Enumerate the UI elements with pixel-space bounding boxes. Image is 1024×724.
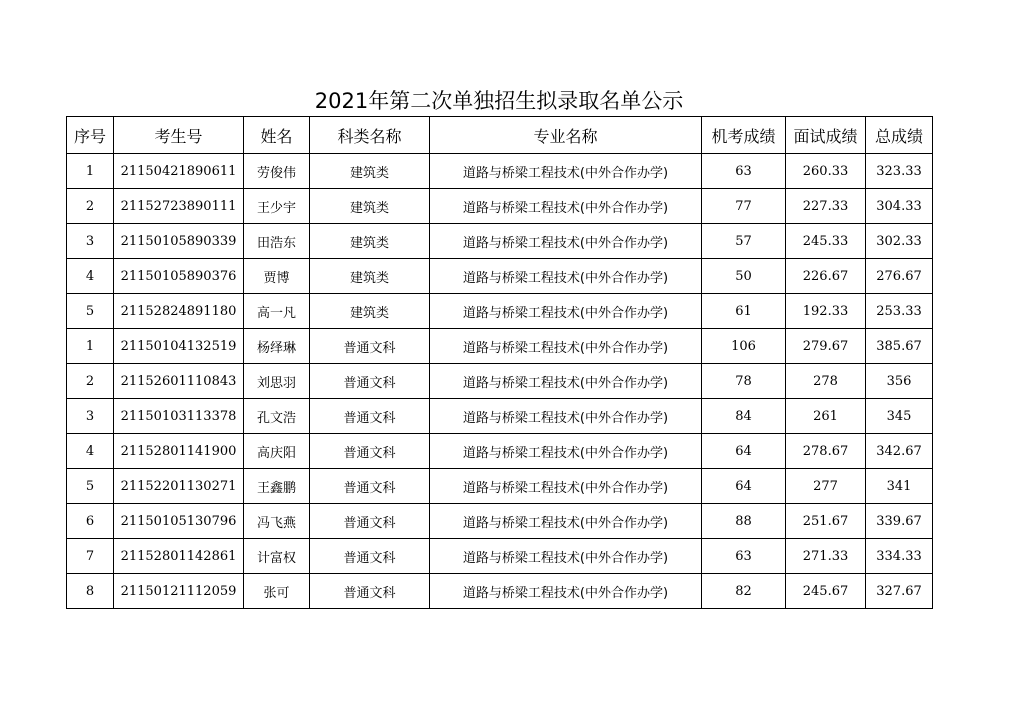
cell-major: 道路与桥梁工程技术(中外合作办学) xyxy=(430,329,702,364)
cell-total-score: 327.67 xyxy=(866,574,933,609)
cell-name: 王鑫鹏 xyxy=(244,469,310,504)
cell-name: 贾博 xyxy=(244,259,310,294)
cell-interview-score: 277 xyxy=(786,469,866,504)
cell-category: 普通文科 xyxy=(310,329,430,364)
cell-interview-score: 245.33 xyxy=(786,224,866,259)
cell-category: 普通文科 xyxy=(310,399,430,434)
table-header xyxy=(67,117,933,154)
cell-index: 8 xyxy=(67,574,114,609)
table-row xyxy=(67,469,933,504)
cell-category: 普通文科 xyxy=(310,434,430,469)
cell-total-score: 342.67 xyxy=(866,434,933,469)
cell-total-score: 356 xyxy=(866,364,933,399)
table-row xyxy=(67,364,933,399)
table-row xyxy=(67,574,933,609)
cell-interview-score: 251.67 xyxy=(786,504,866,539)
cell-major: 道路与桥梁工程技术(中外合作办学) xyxy=(430,259,702,294)
cell-category: 建筑类 xyxy=(310,294,430,329)
table-body xyxy=(67,154,933,609)
cell-computer-test-score: 50 xyxy=(702,259,786,294)
cell-name: 计富权 xyxy=(244,539,310,574)
table-row xyxy=(67,294,933,329)
cell-index: 5 xyxy=(67,294,114,329)
cell-candidate-id: 21150103113378 xyxy=(114,399,244,434)
cell-interview-score: 226.67 xyxy=(786,259,866,294)
cell-major: 道路与桥梁工程技术(中外合作办学) xyxy=(430,399,702,434)
table-row xyxy=(67,154,933,189)
cell-candidate-id: 21152801142861 xyxy=(114,539,244,574)
table-row xyxy=(67,434,933,469)
cell-major: 道路与桥梁工程技术(中外合作办学) xyxy=(430,294,702,329)
cell-category: 普通文科 xyxy=(310,364,430,399)
cell-major: 道路与桥梁工程技术(中外合作办学) xyxy=(430,364,702,399)
cell-computer-test-score: 84 xyxy=(702,399,786,434)
cell-total-score: 302.33 xyxy=(866,224,933,259)
cell-candidate-id: 21150104132519 xyxy=(114,329,244,364)
cell-total-score: 339.67 xyxy=(866,504,933,539)
cell-candidate-id: 21150105890376 xyxy=(114,259,244,294)
header-category: 科类名称 xyxy=(310,117,430,154)
header-name: 姓名 xyxy=(244,117,310,154)
cell-category: 建筑类 xyxy=(310,224,430,259)
cell-index: 4 xyxy=(67,434,114,469)
cell-interview-score: 260.33 xyxy=(786,154,866,189)
cell-name: 高庆阳 xyxy=(244,434,310,469)
table-row xyxy=(67,189,933,224)
cell-category: 普通文科 xyxy=(310,574,430,609)
cell-index: 1 xyxy=(67,329,114,364)
cell-interview-score: 261 xyxy=(786,399,866,434)
cell-major: 道路与桥梁工程技术(中外合作办学) xyxy=(430,434,702,469)
cell-computer-test-score: 82 xyxy=(702,574,786,609)
cell-index: 2 xyxy=(67,364,114,399)
cell-name: 孔文浩 xyxy=(244,399,310,434)
cell-major: 道路与桥梁工程技术(中外合作办学) xyxy=(430,189,702,224)
cell-major: 道路与桥梁工程技术(中外合作办学) xyxy=(430,154,702,189)
cell-name: 王少宇 xyxy=(244,189,310,224)
cell-total-score: 334.33 xyxy=(866,539,933,574)
cell-major: 道路与桥梁工程技术(中外合作办学) xyxy=(430,574,702,609)
cell-candidate-id: 21150421890611 xyxy=(114,154,244,189)
cell-index: 6 xyxy=(67,504,114,539)
cell-name: 田浩东 xyxy=(244,224,310,259)
cell-major: 道路与桥梁工程技术(中外合作办学) xyxy=(430,224,702,259)
cell-category: 建筑类 xyxy=(310,189,430,224)
table-row xyxy=(67,504,933,539)
cell-index: 7 xyxy=(67,539,114,574)
cell-interview-score: 278.67 xyxy=(786,434,866,469)
cell-name: 张可 xyxy=(244,574,310,609)
cell-candidate-id: 21150105130796 xyxy=(114,504,244,539)
cell-category: 建筑类 xyxy=(310,259,430,294)
cell-total-score: 276.67 xyxy=(866,259,933,294)
cell-name: 杨绎琳 xyxy=(244,329,310,364)
cell-computer-test-score: 64 xyxy=(702,434,786,469)
cell-candidate-id: 21150121112059 xyxy=(114,574,244,609)
cell-interview-score: 245.67 xyxy=(786,574,866,609)
cell-category: 普通文科 xyxy=(310,469,430,504)
cell-computer-test-score: 77 xyxy=(702,189,786,224)
table-row xyxy=(67,259,933,294)
cell-candidate-id: 21152801141900 xyxy=(114,434,244,469)
header-row xyxy=(67,117,933,154)
document-title: 2021年第二次单独招生拟录取名单公示 xyxy=(314,89,684,113)
cell-category: 建筑类 xyxy=(310,154,430,189)
cell-computer-test-score: 88 xyxy=(702,504,786,539)
cell-computer-test-score: 63 xyxy=(702,539,786,574)
cell-major: 道路与桥梁工程技术(中外合作办学) xyxy=(430,469,702,504)
cell-name: 刘思羽 xyxy=(244,364,310,399)
cell-index: 2 xyxy=(67,189,114,224)
cell-computer-test-score: 106 xyxy=(702,329,786,364)
cell-interview-score: 279.67 xyxy=(786,329,866,364)
cell-major: 道路与桥梁工程技术(中外合作办学) xyxy=(430,539,702,574)
cell-major: 道路与桥梁工程技术(中外合作办学) xyxy=(430,504,702,539)
cell-computer-test-score: 78 xyxy=(702,364,786,399)
admission-list-table xyxy=(66,116,933,609)
cell-total-score: 323.33 xyxy=(866,154,933,189)
table-row xyxy=(67,329,933,364)
cell-index: 3 xyxy=(67,224,114,259)
cell-index: 3 xyxy=(67,399,114,434)
header-computer-test-score: 机考成绩 xyxy=(702,117,786,154)
header-total-score: 总成绩 xyxy=(866,117,933,154)
cell-total-score: 345 xyxy=(866,399,933,434)
cell-candidate-id: 21152201130271 xyxy=(114,469,244,504)
cell-candidate-id: 21152601110843 xyxy=(114,364,244,399)
cell-index: 1 xyxy=(67,154,114,189)
table-row xyxy=(67,399,933,434)
cell-total-score: 385.67 xyxy=(866,329,933,364)
cell-total-score: 304.33 xyxy=(866,189,933,224)
cell-name: 劳俊伟 xyxy=(244,154,310,189)
cell-index: 4 xyxy=(67,259,114,294)
header-interview-score: 面试成绩 xyxy=(786,117,866,154)
cell-interview-score: 278 xyxy=(786,364,866,399)
cell-candidate-id: 21152723890111 xyxy=(114,189,244,224)
cell-total-score: 253.33 xyxy=(866,294,933,329)
cell-interview-score: 271.33 xyxy=(786,539,866,574)
cell-computer-test-score: 63 xyxy=(702,154,786,189)
cell-computer-test-score: 61 xyxy=(702,294,786,329)
cell-computer-test-score: 64 xyxy=(702,469,786,504)
cell-name: 冯飞燕 xyxy=(244,504,310,539)
cell-category: 普通文科 xyxy=(310,539,430,574)
header-index: 序号 xyxy=(67,117,114,154)
cell-candidate-id: 21150105890339 xyxy=(114,224,244,259)
header-candidate-id: 考生号 xyxy=(114,117,244,154)
cell-interview-score: 192.33 xyxy=(786,294,866,329)
table-row xyxy=(67,224,933,259)
cell-interview-score: 227.33 xyxy=(786,189,866,224)
cell-category: 普通文科 xyxy=(310,504,430,539)
table-row xyxy=(67,539,933,574)
cell-candidate-id: 21152824891180 xyxy=(114,294,244,329)
cell-index: 5 xyxy=(67,469,114,504)
cell-name: 高一凡 xyxy=(244,294,310,329)
cell-computer-test-score: 57 xyxy=(702,224,786,259)
header-major: 专业名称 xyxy=(430,117,702,154)
cell-total-score: 341 xyxy=(866,469,933,504)
